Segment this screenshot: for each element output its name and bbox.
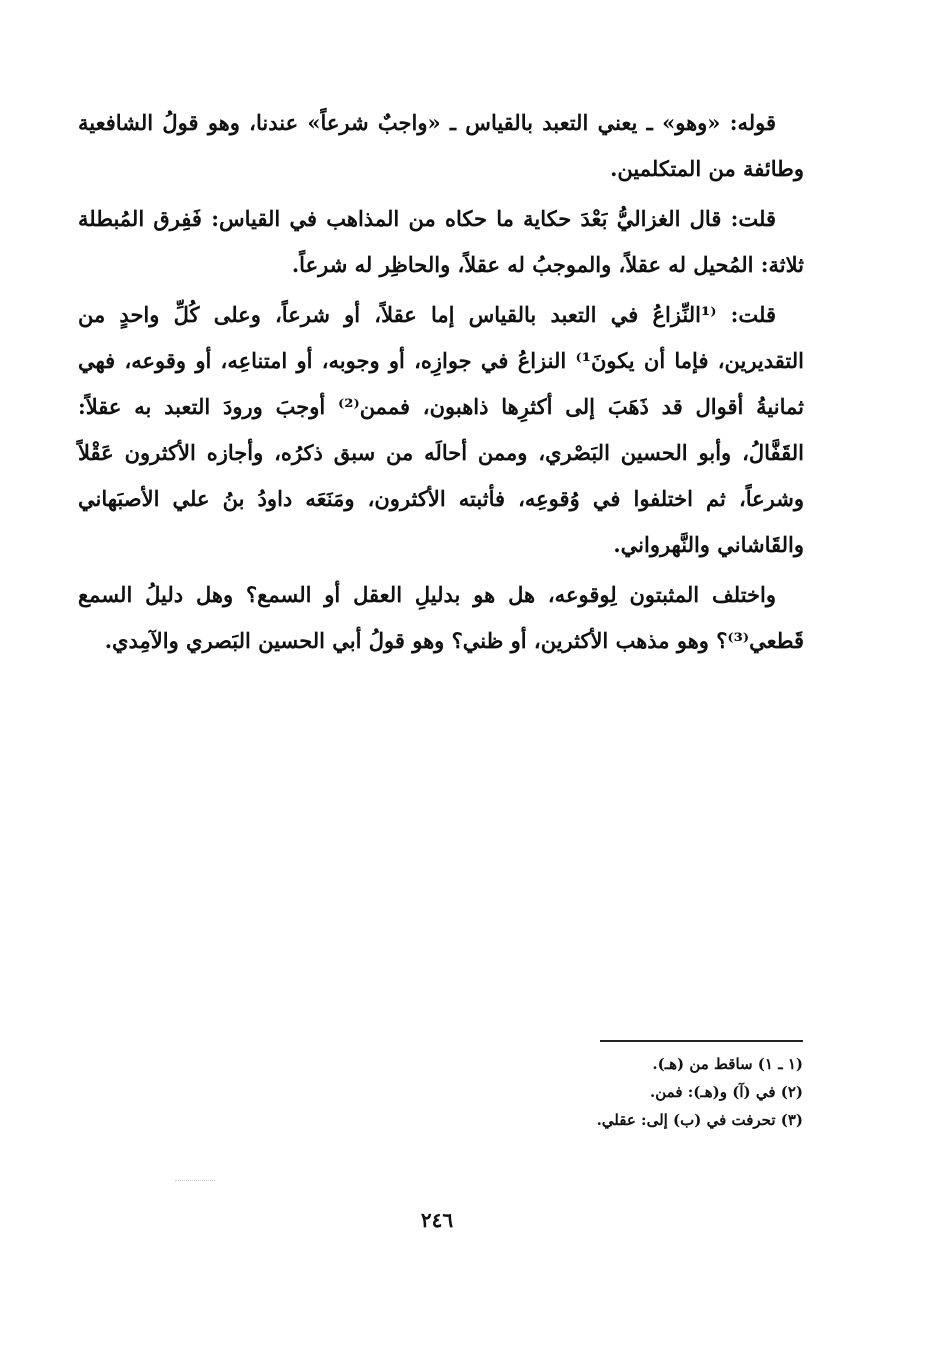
main-text-block bbox=[78, 100, 804, 664]
scan-specks bbox=[175, 1180, 215, 1183]
paragraph-3: قلت: ⁽¹النِّزاعُ في التعبد بالقياس إما عقلاً، أو شرعاً، وعلى كُلِّ واحدٍ من التقديرين، فإما أن يكونَ¹⁾ النزاعُ في جوازِه، أو وجوبه، أو امتناعِه، أو وقوعه، فهي ثمانيةُ أقوال قد ذَهَبَ إلى أكثرِها ذاهبون، فممن⁽²⁾ أوجبَ ورودَ التعبد به عقلاً: القَفَّالُ، وأبو الحسين البَصْري، وممن أحالَه من سبق ذكرُه، وأجازه الأكثرون عَقْلاً وشرعاً، ثم اختلفوا في وُقوعِه، فأثبته الأكثرون، ومَنَعَه داودُ بنُ علي الأصبَهاني والقَاشاني والنَّهرواني. bbox=[78, 302, 804, 557]
paragraph-2: قلت: قال الغزاليُّ بَعْدَ حكاية ما حكاه من المذاهب في القياس: فَفِرق المُبطلة ثلاثة: المُحيل له عقلاً، والموجبُ له عقلاً، والحاظِر له شرعاً. bbox=[78, 206, 804, 277]
footnotes-block bbox=[360, 1050, 803, 1134]
paragraph-4: واختلف المثبتون لِوقوعه، هل هو بدليلِ العقل أو السمع؟ وهل دليلُ السمع قَطعي⁽³⁾؟ وهو مذهب الأكثرين، أو ظني؟ وهو قولُ أبي الحسين البَصري والآمِدي. bbox=[78, 582, 804, 653]
footnote-1: (١ ـ ١) ساقط من (هـ). bbox=[652, 1055, 803, 1073]
footnote-2: (٢) في (آ) و(هـ): فمن. bbox=[650, 1083, 803, 1101]
footnote-3: (٣) تحرفت في (ب) إلى: عقلي. bbox=[596, 1111, 803, 1129]
paragraph-1: قوله: «وهو» ـ يعني التعبد بالقياس ـ «واجبٌ شرعاً» عندنا، وهو قولُ الشافعية وطائفة من المتكلمين. bbox=[78, 110, 804, 181]
footnote-separator bbox=[600, 1040, 803, 1042]
page-number: ٢٤٦ bbox=[420, 1208, 454, 1232]
